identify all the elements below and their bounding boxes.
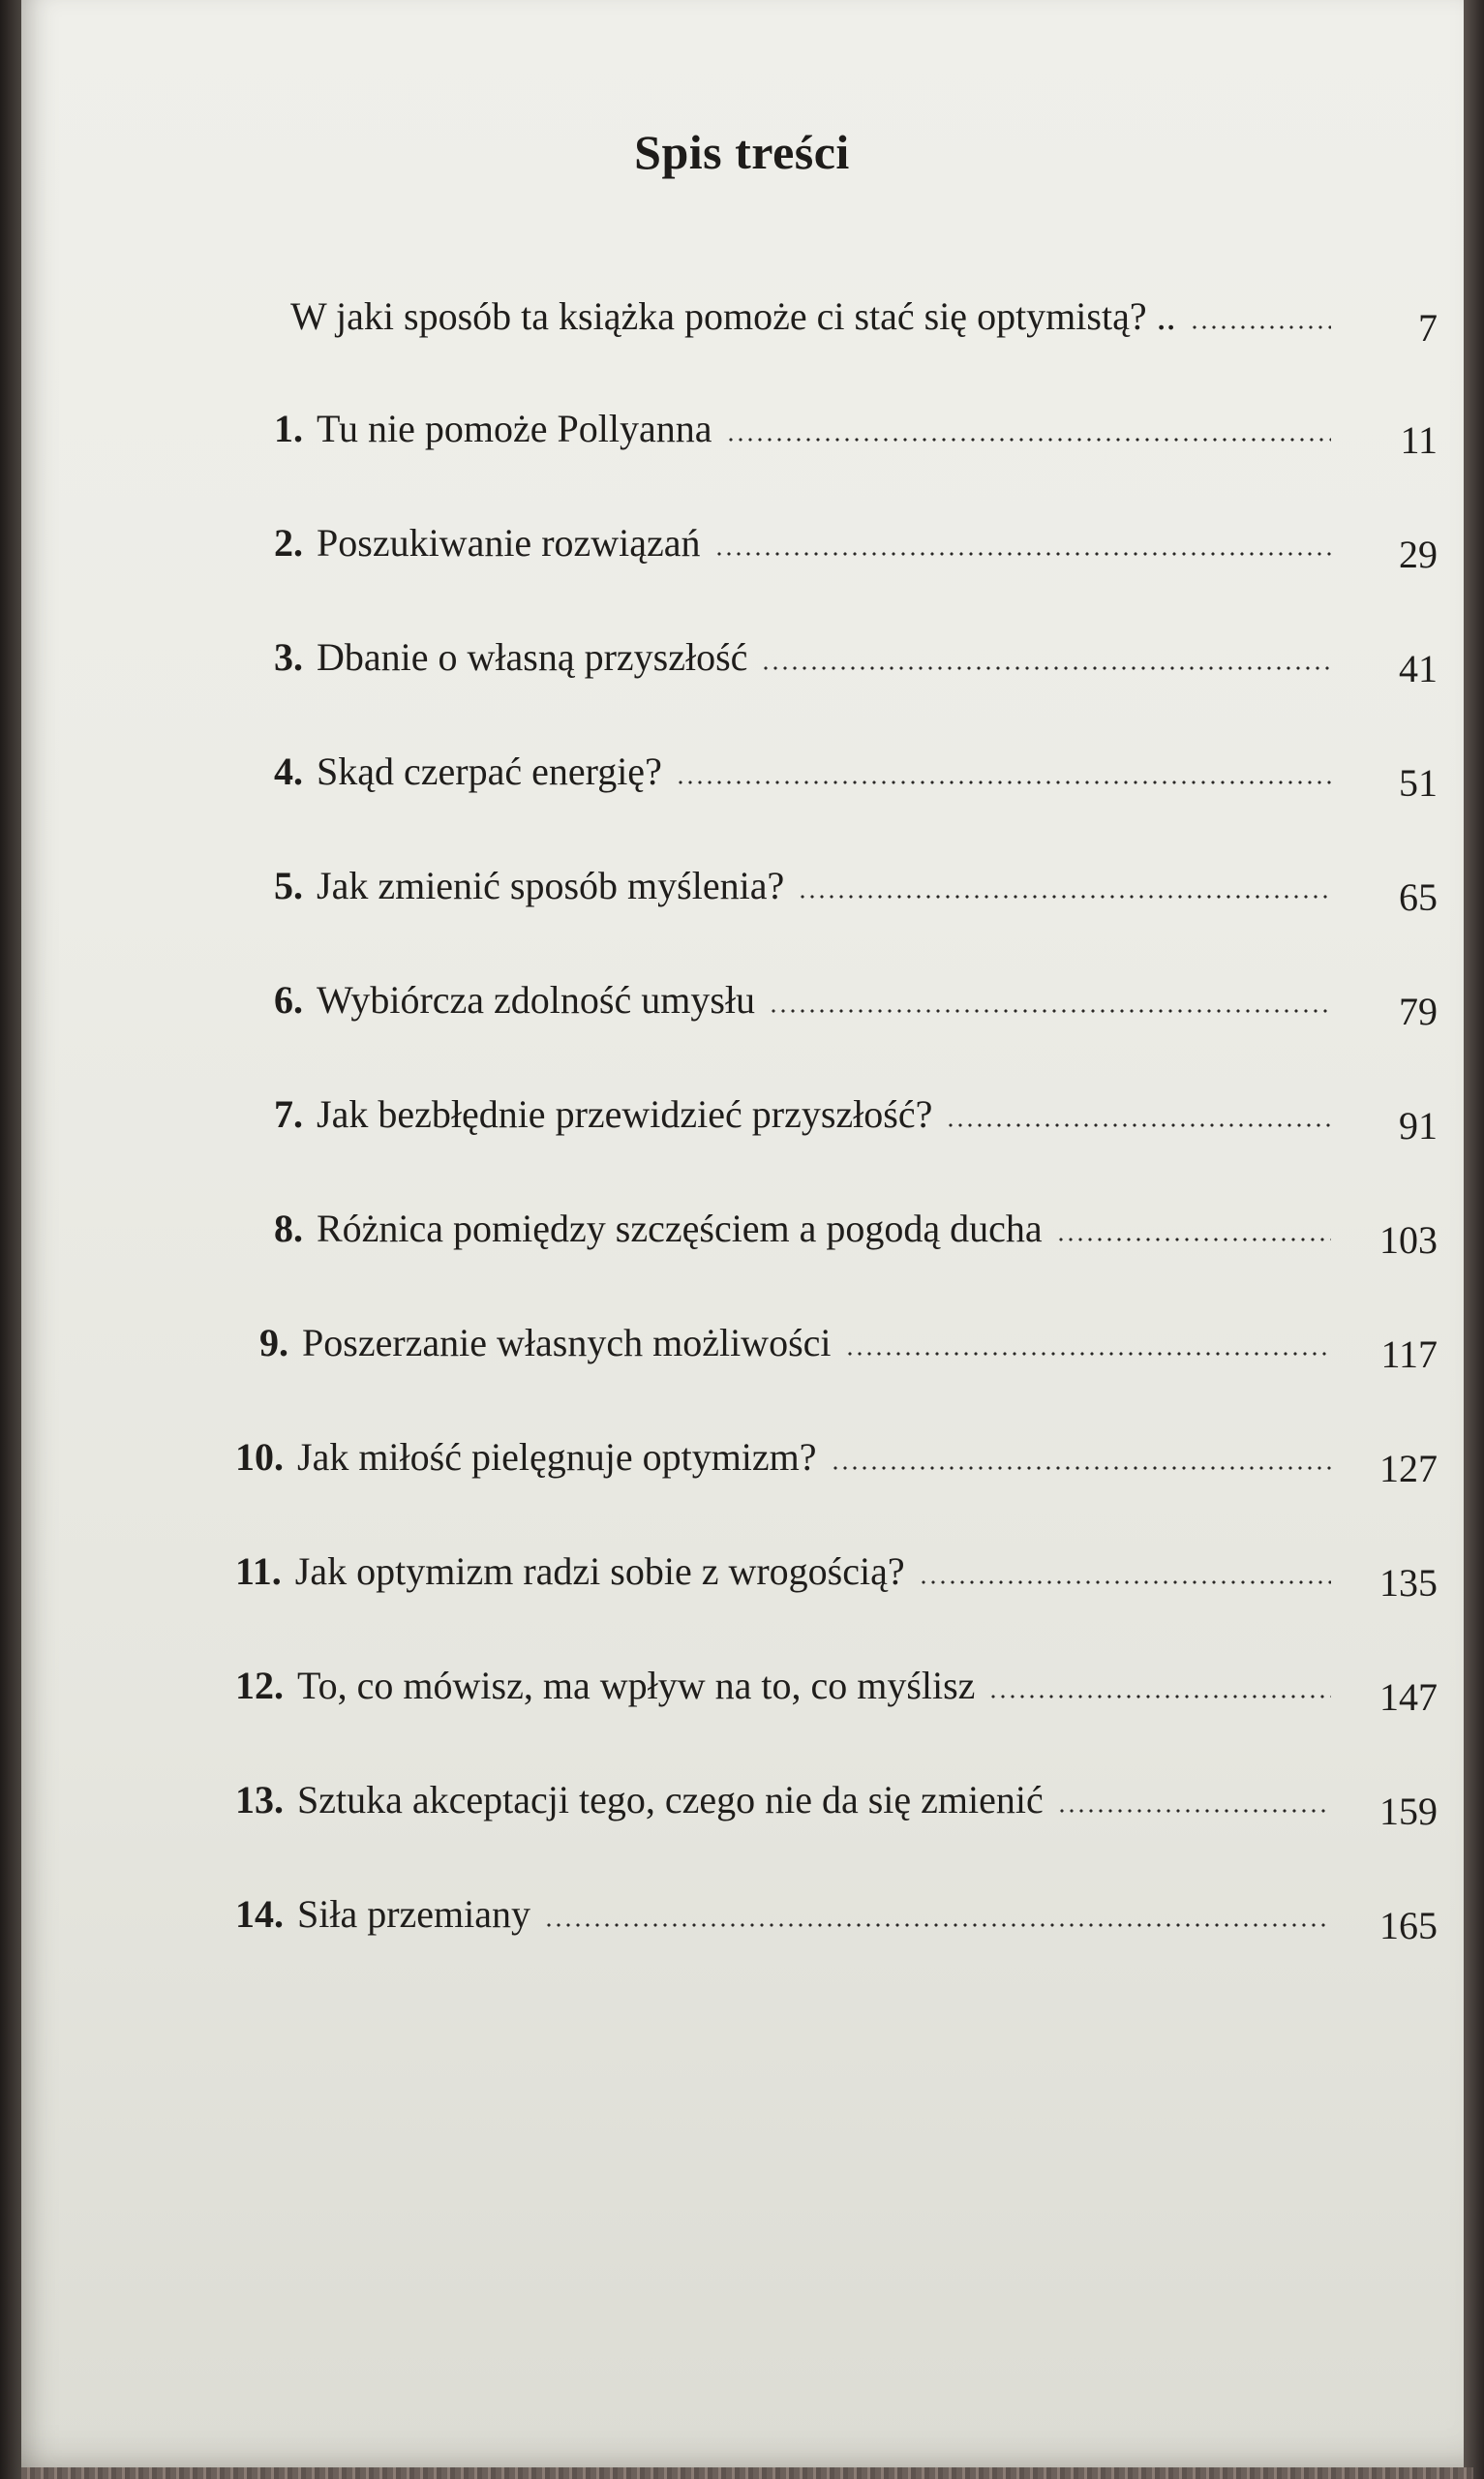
toc-entry-label: [274, 405, 712, 453]
toc-entry-number: 7.: [274, 1092, 303, 1136]
toc-entry-number: 4.: [274, 750, 303, 793]
toc-entry-title: Sztuka akceptacji tego, czego nie da się zmienić: [297, 1778, 1044, 1821]
toc-entry-title: Różnica pomiędzy szczęściem a pogodą ducha: [317, 1207, 1043, 1250]
toc-page-number: 103: [1379, 1218, 1438, 1262]
toc-entry-title: To, co mówisz, ma wpływ na to, co myślisz: [297, 1664, 976, 1707]
toc-entry-number: 13.: [235, 1778, 284, 1821]
toc-entry-title: Poszerzanie własnych możliwości: [302, 1321, 832, 1364]
toc-entry-title: Dbanie o własną przyszłość: [317, 635, 748, 679]
toc-entry-title: Jak optymizm radzi sobie z wrogością?: [294, 1549, 905, 1593]
toc-entry: [0, 1776, 1484, 1844]
toc-entry-number: 3.: [274, 635, 303, 679]
toc-entry: [0, 1319, 1484, 1387]
toc-entry-title: Jak miłość pielęgnuje optymizm?: [297, 1435, 817, 1479]
toc-entry: [0, 1547, 1484, 1615]
toc-page-number: 159: [1379, 1790, 1438, 1833]
toc-leader-dots: [946, 1123, 1331, 1127]
toc-leader-dots: [988, 1695, 1331, 1699]
toc-entry: [0, 748, 1484, 815]
toc-entry-title: Jak bezbłędnie przewidzieć przyszłość?: [317, 1092, 933, 1136]
toc-entry: [0, 1890, 1484, 1958]
toc-leader-dots: [761, 666, 1331, 670]
toc-entry-label: [235, 1433, 817, 1482]
toc-entry: [0, 862, 1484, 930]
toc-entry-number: 14.: [235, 1892, 284, 1936]
toc-entry-number: 2.: [274, 521, 303, 565]
toc-entry-number: 8.: [274, 1207, 303, 1250]
toc-entry: [0, 292, 1484, 360]
toc-entry: [0, 405, 1484, 473]
toc-entry-title: Tu nie pomoże Pollyanna: [317, 407, 712, 450]
toc-page-number: 65: [1399, 875, 1438, 919]
toc-leader-dots: [845, 1352, 1331, 1356]
toc-entry-label: [274, 862, 784, 910]
toc-entry-label: [290, 292, 1176, 341]
toc-entry-number: 10.: [235, 1435, 284, 1479]
toc-page-number: 11: [1400, 418, 1438, 462]
toc-leader-dots: [769, 1009, 1331, 1013]
toc-entry-title: Poszukiwanie rozwiązań: [317, 521, 701, 565]
toc-entry-title: Skąd czerpać energię?: [317, 750, 662, 793]
toc-entry-label: [274, 976, 755, 1025]
toc-page-number: 41: [1399, 647, 1438, 690]
toc-entry-label: [274, 633, 747, 682]
toc-entry-label: [235, 1662, 975, 1710]
toc-entry-number: 6.: [274, 978, 303, 1022]
toc-entry-number: 1.: [274, 407, 303, 450]
toc-entry-title: W jaki sposób ta książka pomoże ci stać się optymistą? ..: [290, 294, 1176, 338]
toc-leader-dots: [1057, 1809, 1331, 1813]
toc-leader-dots: [831, 1466, 1331, 1470]
toc-leader-dots: [1056, 1238, 1331, 1241]
toc-entry-number: 5.: [274, 864, 303, 907]
toc-entry: [0, 976, 1484, 1044]
page-title: Spis treści: [634, 125, 850, 179]
toc-entry-label: [235, 1890, 530, 1939]
toc-page-number: 127: [1379, 1447, 1438, 1490]
toc-leader-dots: [714, 552, 1331, 556]
toc-page-number: 135: [1379, 1561, 1438, 1605]
toc-entry: [0, 1662, 1484, 1729]
toc-entry: [0, 1090, 1484, 1158]
toc-page-number: 51: [1399, 761, 1438, 805]
toc-leader-dots: [726, 438, 1331, 442]
toc-page-number: 29: [1399, 533, 1438, 576]
toc-entry: [0, 633, 1484, 701]
toc-page-number: 7: [1418, 306, 1438, 350]
toc-entry-label: [235, 1547, 905, 1596]
toc-leader-dots: [676, 780, 1331, 784]
toc-entry-number: 9.: [259, 1321, 288, 1364]
toc-entry-number: 11.: [235, 1549, 282, 1593]
toc-entry: [0, 519, 1484, 587]
toc-page-number: 79: [1399, 990, 1438, 1033]
toc-entry-title: Siła przemiany: [297, 1892, 531, 1936]
toc-entry-label: [274, 748, 662, 796]
toc-leader-dots: [919, 1580, 1331, 1584]
toc-entry-label: [274, 519, 701, 567]
toc-entry-title: Jak zmienić sposób myślenia?: [317, 864, 785, 907]
page-bottom-edge: [21, 2467, 1473, 2479]
toc-page-number: 165: [1379, 1904, 1438, 1947]
toc-leader-dots: [544, 1923, 1331, 1927]
toc-leader-dots: [1190, 325, 1331, 329]
toc-entry: [0, 1205, 1484, 1272]
toc-page-number: 91: [1399, 1104, 1438, 1148]
toc-entry-label: [235, 1776, 1044, 1824]
toc-entry-label: [274, 1205, 1043, 1253]
toc-entry-number: 12.: [235, 1664, 284, 1707]
toc-page-number: 117: [1380, 1332, 1438, 1376]
toc-entry: [0, 1433, 1484, 1501]
toc-entry-label: [259, 1319, 832, 1367]
toc-entry-label: [274, 1090, 932, 1139]
toc-entry-title: Wybiórcza zdolność umysłu: [317, 978, 756, 1022]
toc-leader-dots: [798, 895, 1331, 899]
toc-page-number: 147: [1379, 1675, 1438, 1719]
